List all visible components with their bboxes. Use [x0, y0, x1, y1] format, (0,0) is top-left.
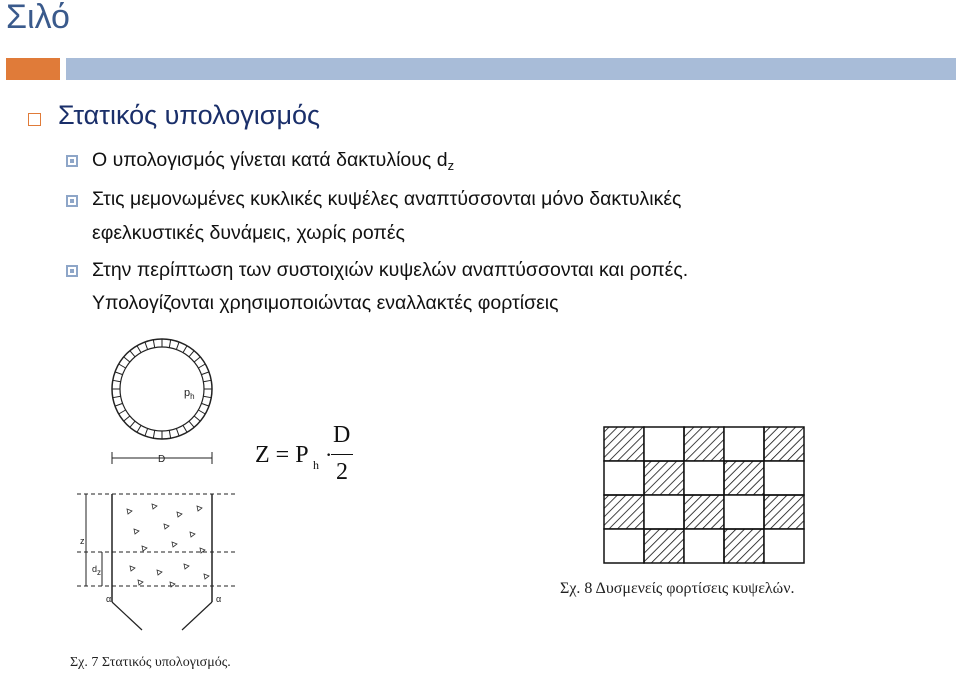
- pressure-tick: [176, 342, 179, 350]
- formula-subscript: h: [313, 458, 319, 472]
- grain-mark: [197, 506, 202, 511]
- loaded-cell: [684, 495, 724, 529]
- grain-mark: [130, 566, 135, 571]
- bullet-1-text: [92, 144, 454, 182]
- label-ph: $p_h$: [184, 387, 195, 401]
- grain-mark: [142, 546, 147, 551]
- loaded-cell: [604, 495, 644, 529]
- empty-cell: [764, 529, 804, 563]
- pressure-tick: [203, 380, 211, 381]
- label-z: z: [80, 536, 85, 546]
- silo-plan-circle: [112, 339, 212, 439]
- accent-bar-orange: [6, 58, 60, 80]
- pressure-tick: [201, 372, 209, 375]
- loaded-cell: [764, 495, 804, 529]
- pressure-tick: [130, 421, 135, 427]
- formula-denominator: 2: [336, 459, 348, 485]
- pressure-tick: [176, 428, 179, 436]
- grain-mark: [152, 504, 157, 509]
- figure-7-caption: Σχ. 7 Στατικός υπολογισμός.: [70, 655, 231, 670]
- pressure-tick: [169, 340, 170, 348]
- figure-8-caption: Σχ. 8 Δυσμενείς φορτίσεις κυψελών.: [560, 580, 795, 597]
- empty-cell: [684, 461, 724, 495]
- grain-mark: [134, 529, 139, 534]
- bullet-2-line2: εφελκυστικές δυνάμεις, χωρίς ροπές: [92, 222, 405, 244]
- pressure-tick: [169, 430, 170, 438]
- pressure-tick: [115, 403, 123, 406]
- loaded-cell: [644, 461, 684, 495]
- bullet-3-line2: Υπολογίζονται χρησιμοποιώντας εναλλακτές φορτίσεις: [92, 292, 559, 314]
- grain-mark: [172, 542, 177, 547]
- pressure-tick: [153, 340, 154, 348]
- label-alpha-left: α: [106, 594, 112, 604]
- grain-mark: [138, 580, 143, 585]
- formula: [255, 422, 375, 492]
- pressure-tick: [189, 351, 194, 357]
- empty-cell: [724, 495, 764, 529]
- grain-mark: [170, 582, 175, 587]
- bullet-3-line1: Στην περίπτωση των συστοιχιών κυψελών αναπτύσσονται και ροπές.: [92, 259, 689, 281]
- pressure-tick: [183, 425, 187, 432]
- bullet-1-subscript: z: [447, 158, 455, 173]
- formula-fraction-bar: [331, 454, 353, 455]
- grain-mark: [177, 512, 182, 517]
- slide-title: Σιλό: [6, 0, 70, 36]
- empty-cell: [724, 427, 764, 461]
- pressure-tick: [130, 351, 135, 357]
- pressure-tick: [113, 380, 121, 381]
- pressure-tick: [119, 364, 126, 368]
- loaded-cell: [724, 529, 764, 563]
- grain-mark: [164, 524, 169, 529]
- empty-cell: [764, 461, 804, 495]
- pressure-tick: [194, 357, 200, 362]
- figure-7-silo-drawing: [72, 334, 242, 634]
- bullet-icon: [66, 155, 78, 167]
- empty-cell: [644, 495, 684, 529]
- pressure-tick: [115, 372, 123, 375]
- formula-numerator: D: [333, 422, 351, 448]
- empty-cell: [604, 529, 644, 563]
- figure-8-checkerboard: [602, 425, 812, 565]
- pressure-tick: [183, 346, 187, 353]
- pressure-tick: [124, 416, 130, 421]
- pressure-tick: [198, 364, 205, 368]
- pressure-tick: [194, 416, 200, 421]
- pressure-tick: [189, 421, 194, 427]
- silo-elevation: [77, 494, 237, 630]
- pressure-tick: [124, 357, 130, 362]
- label-alpha-right: α: [216, 594, 222, 604]
- label-D: D: [158, 454, 166, 465]
- formula-lhs: Z = P: [255, 442, 309, 468]
- formula-dot: ·: [325, 442, 333, 467]
- bullet-1-main: Ο υπολογισμός γίνεται κατά δακτυλίους d: [92, 149, 448, 171]
- grain-mark: [184, 564, 189, 569]
- empty-cell: [644, 427, 684, 461]
- pressure-tick: [145, 428, 148, 436]
- grain-mark: [127, 509, 132, 514]
- bullet-icon: [66, 195, 78, 207]
- bullet-2-line1: Στις μεμονωμένες κυκλικές κυψέλες αναπτύσσονται μόνο δακτυλικές: [92, 188, 682, 210]
- pressure-tick: [137, 425, 141, 432]
- pressure-tick: [198, 410, 205, 414]
- grain-mark: [190, 532, 195, 537]
- pressure-tick: [203, 396, 211, 397]
- loaded-cell: [724, 461, 764, 495]
- grain-mark: [157, 570, 162, 575]
- pressure-tick: [137, 346, 141, 353]
- pressure-tick: [119, 410, 126, 414]
- pressure-tick: [153, 430, 154, 438]
- pressure-tick: [113, 396, 121, 397]
- loaded-cell: [604, 427, 644, 461]
- level1-bullet-icon: [28, 113, 41, 126]
- pressure-tick: [145, 342, 148, 350]
- bullet-icon: [66, 265, 78, 277]
- label-dz: dz: [92, 564, 102, 577]
- grain-mark: [204, 574, 209, 579]
- loaded-cell: [684, 427, 724, 461]
- loaded-cell: [764, 427, 804, 461]
- accent-bar-blue: [66, 58, 956, 80]
- empty-cell: [684, 529, 724, 563]
- loaded-cell: [644, 529, 684, 563]
- heading-static-calculation: Στατικός υπολογισμός: [58, 100, 321, 130]
- empty-cell: [604, 461, 644, 495]
- pressure-tick: [201, 403, 209, 406]
